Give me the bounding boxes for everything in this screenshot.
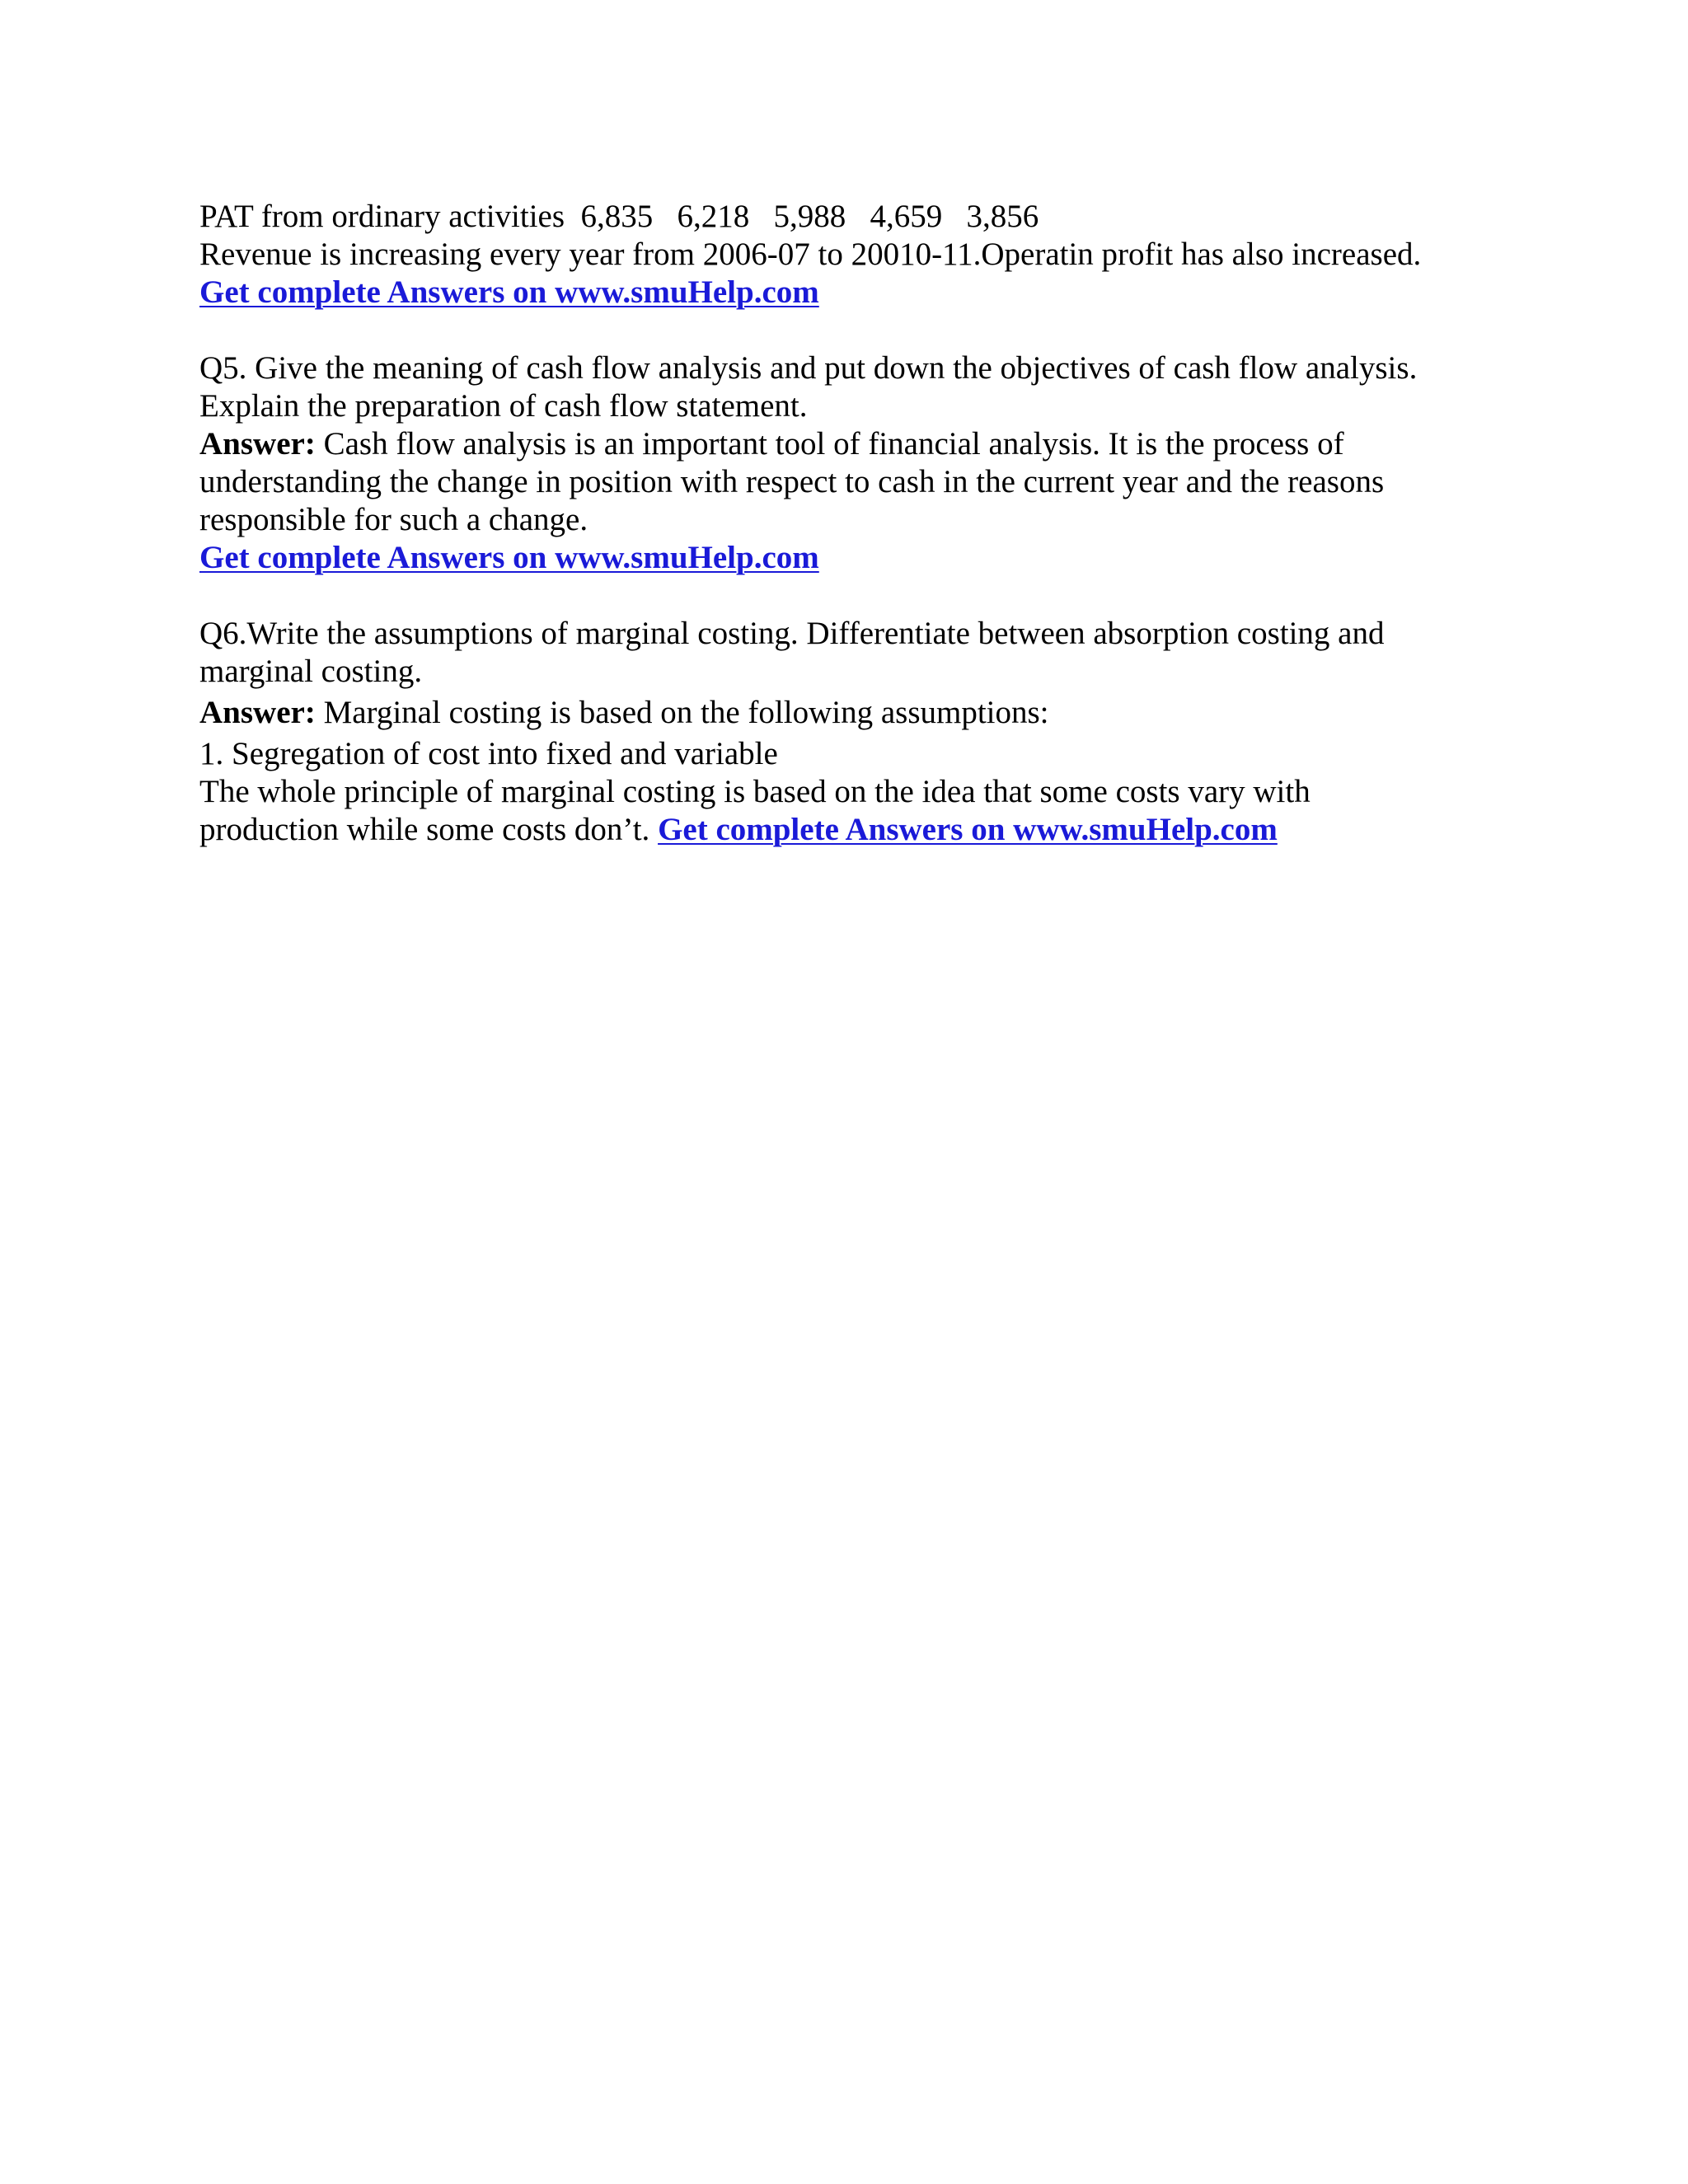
paragraph-gap: [199, 312, 1551, 349]
q5-answer-line: responsible for such a change.: [199, 502, 588, 537]
link-line: [199, 274, 1551, 312]
q6-point: 1. Segregation of cost into fixed and variable: [199, 736, 778, 771]
answer-label: Answer:: [199, 695, 316, 730]
pat-label: PAT from ordinary activities: [199, 199, 565, 234]
q6-answer-line: [199, 694, 1551, 732]
answer-label: Answer:: [199, 426, 316, 462]
q5-question-line: Q5. Give the meaning of cash flow analysis and put down the objectives of cash flow analysis.: [199, 350, 1418, 386]
q5-answer-line: understanding the change in position with respect to cash in the current year and the reasons: [199, 464, 1385, 499]
q6-question-line: Q6.Write the assumptions of marginal costing. Differentiate between absorption costing and: [199, 616, 1385, 651]
smuhelp-link[interactable]: Get complete Answers on www.smuHelp.com: [199, 274, 819, 310]
pat-value: 3,856: [966, 199, 1039, 234]
link-line: [199, 539, 1551, 577]
revenue-text: Revenue is increasing every year from 2006-07 to 20010-11.Operatin profit has also increased.: [199, 237, 1422, 272]
pat-value: 6,218: [677, 199, 750, 234]
q5-answer-line: [199, 425, 1551, 463]
q6-body-line: The whole principle of marginal costing is based on the idea that some costs vary with: [199, 774, 1311, 809]
pat-row: [199, 198, 1551, 236]
smuhelp-link[interactable]: Get complete Answers on www.smuHelp.com: [658, 812, 1278, 847]
pat-value: 5,988: [773, 199, 846, 234]
q6-body-line: [199, 811, 1551, 849]
q6-answer-text: Marginal costing is based on the following assumptions:: [315, 695, 1049, 730]
smuhelp-link[interactable]: Get complete Answers on www.smuHelp.com: [199, 540, 819, 575]
pat-value: 4,659: [870, 199, 943, 234]
document-body: [199, 198, 1551, 849]
q6-question-line: marginal costing.: [199, 654, 423, 689]
q6-body-text: production while some costs don’t.: [199, 812, 659, 847]
q5-answer-text: Cash flow analysis is an important tool of financial analysis. It is the process of: [315, 426, 1344, 462]
pat-value: 6,835: [580, 199, 654, 234]
q5-question-line: Explain the preparation of cash flow statement.: [199, 388, 808, 424]
paragraph-gap: [199, 577, 1551, 615]
